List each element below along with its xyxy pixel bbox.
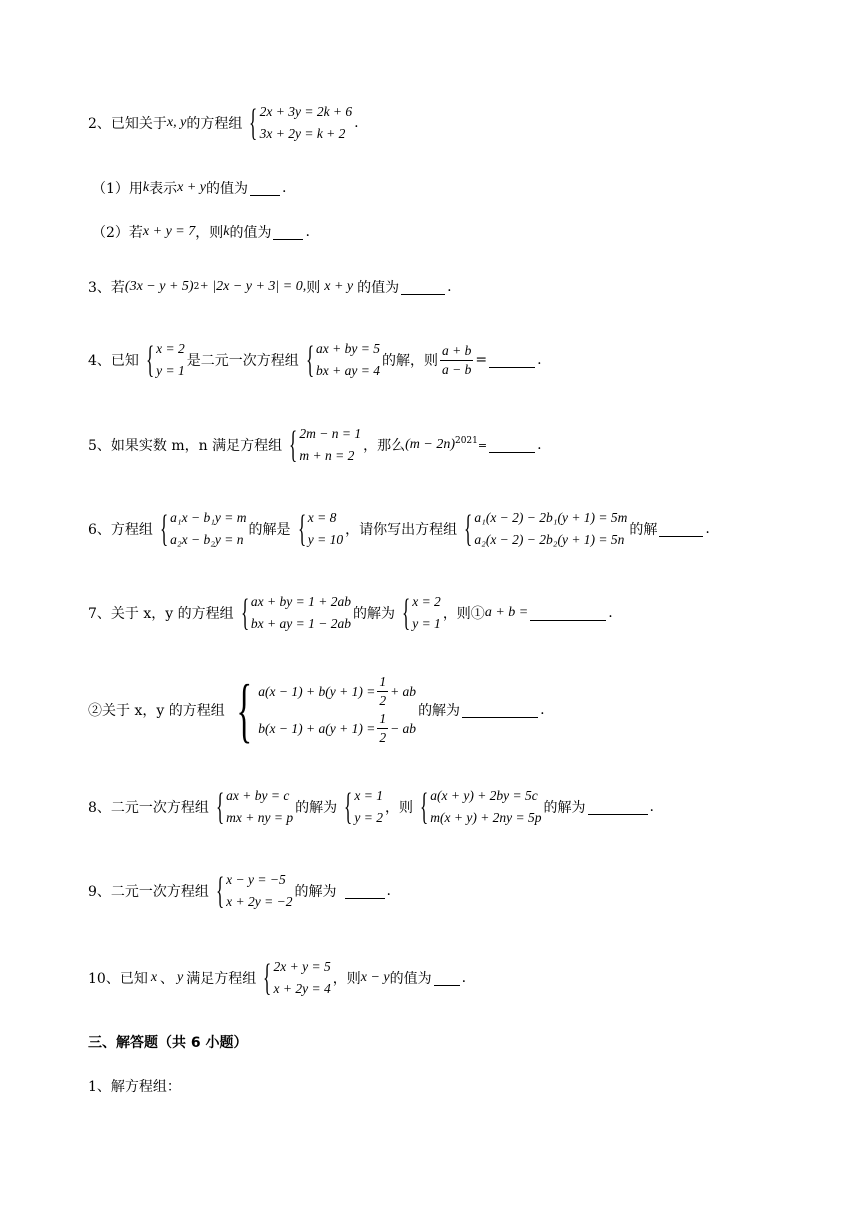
- q2-p2-prefix: （2）若: [92, 225, 143, 241]
- q3-end: 的值为: [357, 280, 400, 296]
- answer-blank: [250, 181, 280, 196]
- q2-vars: x, y: [166, 115, 187, 130]
- q9-eq1: x − y = −5: [226, 872, 286, 887]
- q3-mid: 则: [306, 280, 321, 296]
- q7b-frac-2: [377, 710, 388, 747]
- q8-mid2: ，则: [384, 800, 413, 816]
- question-9: [88, 868, 391, 914]
- q2-end: .: [354, 115, 359, 131]
- q6-eq3: a₁(x − 2) − 2b₁(y + 1) = 5m: [474, 510, 628, 525]
- q6-eq1: a₁x − b₁y = m: [170, 510, 247, 525]
- q6-solution: { x = 8 y = 10: [297, 508, 344, 550]
- q3-dot: .: [447, 279, 452, 295]
- answer-blank: [530, 606, 606, 621]
- question-8: [88, 784, 654, 830]
- q8-s2: y = 2: [354, 810, 383, 825]
- q6-prefix: 6、方程组: [88, 522, 153, 538]
- q7-s1: x = 2: [412, 594, 441, 609]
- q7b-num-1: 1: [377, 673, 388, 692]
- answer-blank: [659, 522, 703, 537]
- q4-fraction: [440, 342, 473, 379]
- q6-s1: x = 8: [307, 510, 337, 525]
- question-6: [88, 506, 710, 552]
- q7-solution: { x = 2 y = 1: [401, 592, 441, 634]
- q6-mid: 的解是: [248, 522, 291, 538]
- q3-sup: 2: [193, 282, 200, 292]
- q7-dot: .: [608, 605, 613, 621]
- q2-eq2: 3x + 2y = k + 2: [259, 126, 346, 141]
- answer-blank: [345, 884, 385, 899]
- q7-prefix: 7、关于 x，y 的方程组: [88, 606, 234, 622]
- q3-prefix: 3、若: [88, 280, 125, 296]
- q2-p2-k: k: [223, 224, 230, 239]
- q6-s2: y = 10: [307, 532, 344, 547]
- brace: {: [249, 102, 258, 144]
- q6-mid2: ，请你写出方程组: [345, 522, 458, 538]
- q4-den: a − b: [442, 361, 472, 377]
- q8-system-2: { a(x + y) + 2by = 5c m(x + y) + 2ny = 5p: [420, 786, 542, 828]
- q4-dot: .: [537, 352, 542, 368]
- q10-x: x: [150, 970, 158, 985]
- q10-sep: 、: [160, 971, 175, 987]
- q9-system: { x − y = −5 x + 2y = −2: [215, 870, 293, 912]
- q10-expr: x − y: [360, 970, 390, 985]
- q2-eq1: 2x + 3y = 2k + 6: [259, 104, 353, 119]
- q7b-den-1: 2: [379, 693, 387, 708]
- q7b-den-2: 2: [379, 730, 387, 745]
- question-3: [88, 275, 452, 299]
- answer-blank: [489, 438, 535, 453]
- q2-p2-mid: ，则: [195, 225, 224, 241]
- question-7: [88, 590, 613, 636]
- question-5: [88, 422, 542, 468]
- q8-eq2: mx + ny = p: [226, 810, 294, 825]
- answer-blank: [434, 971, 460, 986]
- answer-blank: [588, 800, 648, 815]
- q4-system: { ax + by = 5 bx + ay = 4: [305, 339, 380, 381]
- q2-p2-dot: .: [305, 224, 310, 240]
- q4-mid2: 的解，则: [382, 353, 438, 369]
- answer-blank: [489, 353, 535, 368]
- q4-num: a + b: [440, 342, 473, 361]
- q4-eq2: bx + ay = 4: [316, 363, 380, 378]
- answer-blank: [273, 225, 303, 240]
- question-2-part-2: [92, 222, 310, 242]
- question-2: [88, 100, 359, 146]
- q10-mid2: ，则: [332, 971, 361, 987]
- q8-solution: { x = 1 y = 2: [344, 786, 383, 828]
- q7-mid: 的解为: [352, 606, 395, 622]
- q5-eq: =: [477, 438, 488, 452]
- q5-eq1: 2m − n = 1: [299, 426, 362, 441]
- q7b-system: { a(x − 1) + b(y + 1) = $\frac{1}{2}$ + ab b(x − 1) + a(y + 1) = $\frac{1}{2}$ − ab: [236, 670, 417, 750]
- q4-s2: y = 1: [156, 363, 185, 378]
- q2-p1-dot: .: [282, 180, 287, 196]
- q9-eq2: x + 2y = −2: [226, 894, 293, 909]
- q7-s2: y = 1: [412, 616, 441, 631]
- q6-eq4: a₂(x − 2) − 2b₂(y + 1) = 5n: [474, 532, 625, 547]
- question-4: [88, 337, 542, 383]
- q8-end: 的解为: [543, 800, 586, 816]
- answer-blank: [462, 703, 538, 718]
- q7b-prefix: ②关于 x，y 的方程组: [88, 703, 225, 719]
- q8-mid: 的解为: [295, 800, 338, 816]
- q2-p1-end: 的值为: [206, 181, 249, 197]
- q4-solution: { x = 2 y = 1: [145, 339, 185, 381]
- q3-expr: (3x − y + 5): [124, 279, 194, 294]
- q10-mid: 满足方程组: [186, 971, 257, 987]
- q5-expr: (m − 2n): [405, 437, 455, 452]
- q2-p2-expr: x + y = 7: [142, 224, 196, 239]
- q7-eq2: bx + ay = 1 − 2ab: [250, 616, 351, 631]
- q6-end: 的解: [629, 522, 658, 538]
- q4-eq1: ax + by = 5: [316, 341, 380, 356]
- q7-mid2: ，则①: [442, 606, 485, 622]
- q7-system: { ax + by = 1 + 2ab bx + ay = 1 − 2ab: [240, 592, 351, 634]
- q10-eq2: x + 2y = 4: [273, 981, 331, 996]
- q10-prefix: 10、已知: [88, 971, 148, 987]
- q7b-eq2-left: b(x − 1) + a(y + 1) =: [258, 720, 376, 736]
- q10-y: y: [177, 970, 184, 985]
- q7b-num-2: 1: [377, 710, 388, 729]
- q9-end: 的解为: [294, 884, 337, 900]
- q10-end: 的值为: [389, 971, 432, 987]
- q10-system: { 2x + y = 5 x + 2y = 4: [263, 957, 331, 999]
- q8-eq3: a(x + y) + 2by = 5c: [430, 788, 538, 803]
- section-3-title: [88, 1032, 248, 1052]
- q7-expr: a + b =: [484, 605, 529, 620]
- q7b-eq2-right: − ab: [390, 720, 417, 736]
- q8-prefix: 8、二元一次方程组: [88, 800, 209, 816]
- s3-q1-text: 1、解方程组：: [88, 1079, 181, 1095]
- q7b-end: 的解为: [418, 703, 461, 719]
- q2-p2-end: 的值为: [229, 225, 272, 241]
- q7b-eq1-right: + ab: [390, 683, 417, 699]
- section-3-question-1: [88, 1076, 181, 1096]
- q6-eq2: a₂x − b₂y = n: [170, 532, 244, 547]
- q2-p1-k: k: [142, 180, 150, 195]
- q6-dot: .: [705, 521, 710, 537]
- q5-prefix: 5、如果实数 m，n 满足方程组: [88, 438, 283, 454]
- q2-prefix: 2、已知关于: [88, 116, 167, 132]
- q5-eq2: m + n = 2: [299, 448, 355, 463]
- question-7-part-2: [88, 668, 545, 752]
- q2-p1-expr: x + y: [177, 180, 207, 195]
- q10-dot: .: [461, 970, 467, 986]
- q5-mid: ，那么: [363, 438, 406, 454]
- q9-dot: .: [386, 883, 391, 899]
- q3-expr2: + |2x − y + 3| = 0,: [199, 279, 307, 294]
- q3-var: x + y: [324, 279, 354, 294]
- q8-eq4: m(x + y) + 2ny = 5p: [430, 810, 542, 825]
- q2-p1-mid: 表示: [149, 181, 178, 197]
- q2-system: [244, 101, 352, 145]
- question-10: [88, 955, 466, 1001]
- q7b-frac-1: [377, 673, 388, 710]
- q10-eq1: 2x + y = 5: [273, 959, 331, 974]
- q4-eq: =: [475, 352, 488, 368]
- q4-mid: 是二元一次方程组: [186, 353, 299, 369]
- q4-prefix: 4、已知: [88, 353, 139, 369]
- q8-s1: x = 1: [354, 788, 383, 803]
- q4-s1: x = 2: [156, 341, 185, 356]
- answer-blank: [401, 280, 445, 295]
- q7b-dot: .: [540, 702, 545, 718]
- q5-dot: .: [537, 437, 542, 453]
- question-2-part-1: [92, 178, 286, 198]
- q6-system-2: { a₁(x − 2) − 2b₁(y + 1) = 5m a₂(x − 2) − 2b₂(y + 1) = 5n: [464, 508, 628, 550]
- section-3-heading: 三、解答题（共 6 小题）: [88, 1035, 248, 1051]
- q6-system: { a₁x − b₁y = m a₂x − b₂y = n: [159, 508, 247, 550]
- q2-mid: 的方程组: [186, 116, 243, 132]
- q5-sup: 2021: [454, 436, 478, 446]
- q8-dot: .: [649, 799, 654, 815]
- q5-system: { 2m − n = 1 m + n = 2: [289, 424, 362, 466]
- q2-p1-prefix: （1）用: [92, 181, 143, 197]
- q8-system: { ax + by = c mx + ny = p: [215, 786, 294, 828]
- q7-eq1: ax + by = 1 + 2ab: [250, 594, 351, 609]
- q7b-eq1-left: a(x − 1) + b(y + 1) =: [258, 683, 376, 699]
- q8-eq1: ax + by = c: [226, 788, 290, 803]
- q9-prefix: 9、二元一次方程组: [88, 884, 209, 900]
